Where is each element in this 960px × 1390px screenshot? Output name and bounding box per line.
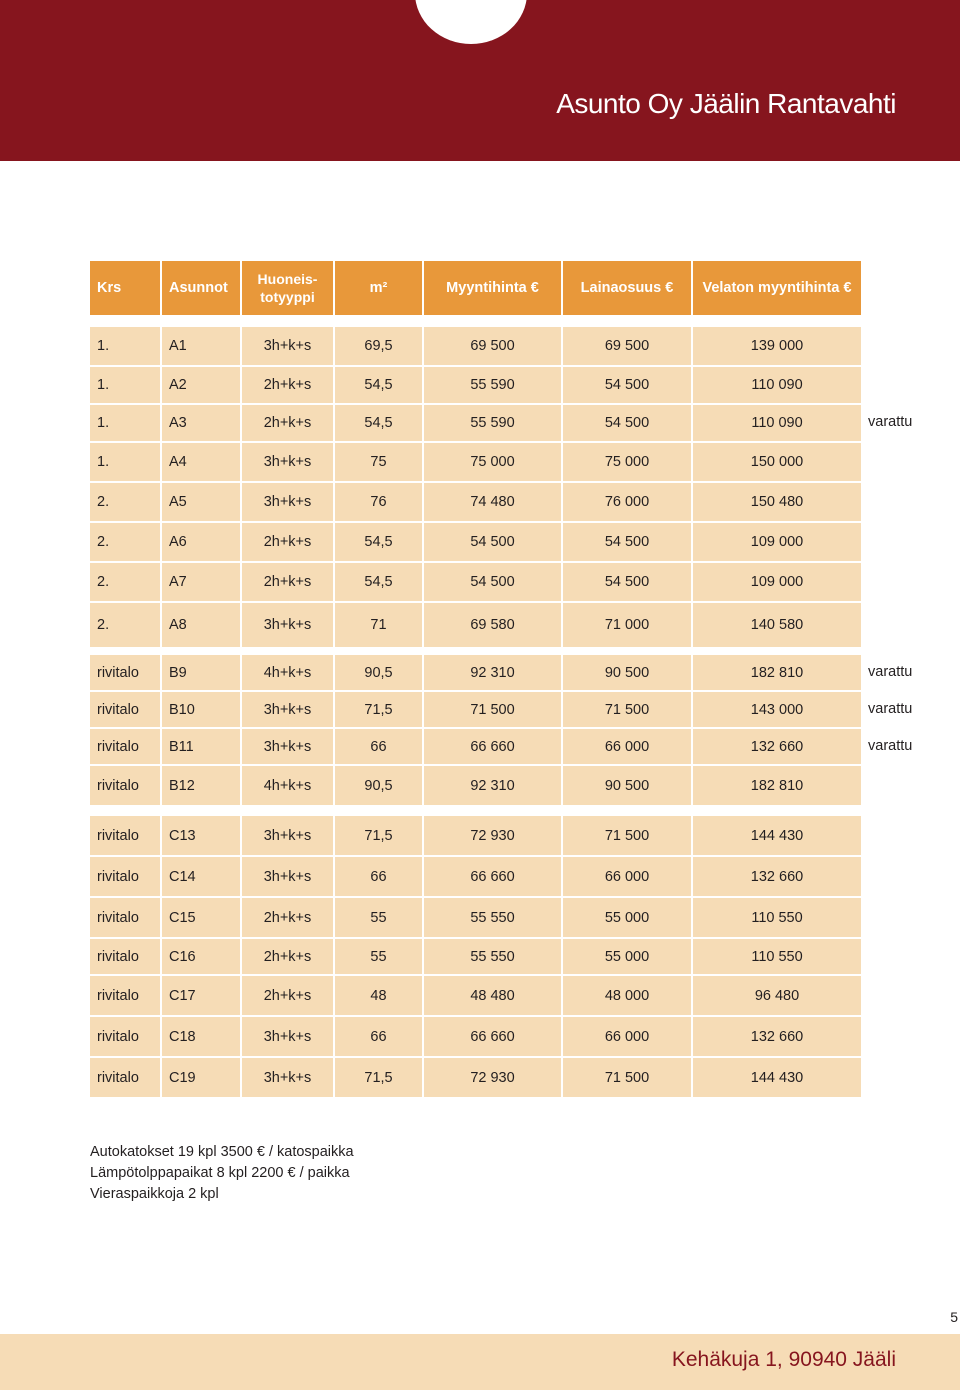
- cell-m2: 48: [335, 976, 422, 1015]
- cell-krs: rivitalo: [90, 1058, 160, 1097]
- cell-huoneistotyyppi: 3h+k+s: [242, 443, 333, 481]
- reserved-status: varattu: [868, 700, 913, 717]
- cell-myyntihinta: 72 930: [424, 816, 561, 855]
- column-header-krs: [90, 261, 160, 315]
- cell-m2: 54,5: [335, 367, 422, 403]
- cell-myyntihinta: 75 000: [424, 443, 561, 481]
- reserved-status: varattu: [868, 414, 913, 430]
- reserved-status: varattu: [868, 737, 913, 754]
- cell-velaton-myyntihinta: 110 090: [693, 367, 861, 403]
- document-title: Asunto Oy Jäälin Rantavahti: [556, 88, 896, 119]
- cell-m2: 71,5: [335, 816, 422, 855]
- cell-velaton-myyntihinta: 182 810: [693, 655, 861, 690]
- column-header-label: Lainaosuus €: [580, 280, 674, 296]
- cell-m2: 69,5: [335, 327, 422, 365]
- cell-lainaosuus: 54 500: [563, 563, 691, 601]
- cell-m2: 75: [335, 443, 422, 481]
- cell-velaton-myyntihinta: 140 580: [693, 603, 861, 647]
- cell-huoneistotyyppi: 3h+k+s: [242, 857, 333, 896]
- cell-huoneistotyyppi: 2h+k+s: [242, 405, 333, 441]
- cell-asunto: A3: [162, 405, 240, 441]
- cell-myyntihinta: 66 660: [424, 1017, 561, 1056]
- cell-myyntihinta: 55 590: [424, 405, 561, 441]
- cell-lainaosuus: 55 000: [563, 939, 691, 974]
- cell-lainaosuus: 69 500: [563, 327, 691, 365]
- cell-huoneistotyyppi: 4h+k+s: [242, 766, 333, 805]
- cell-huoneistotyyppi: 2h+k+s: [242, 939, 333, 974]
- cell-myyntihinta: 92 310: [424, 655, 561, 690]
- cell-krs: rivitalo: [90, 976, 160, 1015]
- cell-myyntihinta: 74 480: [424, 483, 561, 521]
- cell-velaton-myyntihinta: 109 000: [693, 523, 861, 561]
- cell-myyntihinta: 54 500: [424, 523, 561, 561]
- cell-lainaosuus: 54 500: [563, 523, 691, 561]
- cell-asunto: C15: [162, 898, 240, 937]
- cell-m2: 54,5: [335, 405, 422, 441]
- cell-krs: rivitalo: [90, 816, 160, 855]
- cell-myyntihinta: 55 550: [424, 898, 561, 937]
- cell-huoneistotyyppi: 3h+k+s: [242, 729, 333, 764]
- cell-myyntihinta: 48 480: [424, 976, 561, 1015]
- cell-lainaosuus: 54 500: [563, 367, 691, 403]
- column-header-label: m²: [369, 280, 388, 296]
- column-header-myyntihinta: [424, 261, 561, 315]
- cell-krs: 2.: [90, 523, 160, 561]
- cell-huoneistotyyppi: 3h+k+s: [242, 816, 333, 855]
- cell-myyntihinta: 55 550: [424, 939, 561, 974]
- cell-m2: 54,5: [335, 523, 422, 561]
- cell-asunto: A1: [162, 327, 240, 365]
- note-line: Autokatokset 19 kpl 3500 € / katospaikka: [90, 1144, 354, 1160]
- page-number: 5: [950, 1309, 958, 1325]
- cell-huoneistotyyppi: 2h+k+s: [242, 898, 333, 937]
- cell-lainaosuus: 90 500: [563, 766, 691, 805]
- cell-myyntihinta: 55 590: [424, 367, 561, 403]
- parking-notes: [90, 1142, 354, 1205]
- cell-asunto: B12: [162, 766, 240, 805]
- cell-asunto: A2: [162, 367, 240, 403]
- cell-huoneistotyyppi: 3h+k+s: [242, 692, 333, 727]
- cell-m2: 54,5: [335, 563, 422, 601]
- cell-myyntihinta: 66 660: [424, 857, 561, 896]
- column-header-velaton-myyntihinta: [693, 261, 861, 315]
- column-header-label: Krs: [97, 280, 122, 296]
- cell-asunto: A5: [162, 483, 240, 521]
- cell-krs: rivitalo: [90, 1017, 160, 1056]
- cell-asunto: A8: [162, 603, 240, 647]
- cell-velaton-myyntihinta: 150 000: [693, 443, 861, 481]
- cell-m2: 66: [335, 729, 422, 764]
- cell-myyntihinta: 66 660: [424, 729, 561, 764]
- cell-asunto: B11: [162, 729, 240, 764]
- column-header-label: Myyntihinta €: [446, 280, 539, 296]
- cell-asunto: B9: [162, 655, 240, 690]
- cell-velaton-myyntihinta: 132 660: [693, 729, 861, 764]
- column-header-lainaosuus: [563, 261, 691, 315]
- cell-asunto: C18: [162, 1017, 240, 1056]
- cell-velaton-myyntihinta: 150 480: [693, 483, 861, 521]
- cell-krs: 1.: [90, 405, 160, 441]
- cell-velaton-myyntihinta: 144 430: [693, 1058, 861, 1097]
- cell-krs: 2.: [90, 563, 160, 601]
- cell-asunto: A4: [162, 443, 240, 481]
- cell-krs: rivitalo: [90, 857, 160, 896]
- cell-krs: 2.: [90, 483, 160, 521]
- cell-krs: rivitalo: [90, 655, 160, 690]
- column-header-label: Huoneis- totyyppi: [257, 271, 318, 305]
- cell-m2: 90,5: [335, 655, 422, 690]
- cell-myyntihinta: 92 310: [424, 766, 561, 805]
- cell-asunto: C16: [162, 939, 240, 974]
- cell-lainaosuus: 71 500: [563, 1058, 691, 1097]
- cell-velaton-myyntihinta: 132 660: [693, 1017, 861, 1056]
- cell-asunto: A6: [162, 523, 240, 561]
- cell-m2: 66: [335, 857, 422, 896]
- cell-velaton-myyntihinta: 110 550: [693, 939, 861, 974]
- cell-m2: 71,5: [335, 1058, 422, 1097]
- cell-myyntihinta: 69 580: [424, 603, 561, 647]
- cell-asunto: C14: [162, 857, 240, 896]
- cell-huoneistotyyppi: 4h+k+s: [242, 655, 333, 690]
- cell-lainaosuus: 48 000: [563, 976, 691, 1015]
- cell-huoneistotyyppi: 2h+k+s: [242, 976, 333, 1015]
- cell-lainaosuus: 71 500: [563, 816, 691, 855]
- column-header-label: Asunnot: [169, 280, 228, 296]
- reserved-status: varattu: [868, 663, 913, 680]
- column-header-m2: [335, 261, 422, 315]
- cell-huoneistotyyppi: 3h+k+s: [242, 327, 333, 365]
- cell-velaton-myyntihinta: 143 000: [693, 692, 861, 727]
- cell-krs: 1.: [90, 443, 160, 481]
- cell-m2: 55: [335, 898, 422, 937]
- cell-huoneistotyyppi: 3h+k+s: [242, 1058, 333, 1097]
- cell-asunto: A7: [162, 563, 240, 601]
- note-line: Vieraspaikkoja 2 kpl: [90, 1186, 219, 1202]
- cell-asunto: C17: [162, 976, 240, 1015]
- cell-asunto: C13: [162, 816, 240, 855]
- cell-m2: 76: [335, 483, 422, 521]
- cell-krs: 1.: [90, 327, 160, 365]
- cell-lainaosuus: 66 000: [563, 1017, 691, 1056]
- cell-lainaosuus: 75 000: [563, 443, 691, 481]
- cell-asunto: B10: [162, 692, 240, 727]
- cell-velaton-myyntihinta: 96 480: [693, 976, 861, 1015]
- cell-huoneistotyyppi: 2h+k+s: [242, 563, 333, 601]
- cell-krs: rivitalo: [90, 692, 160, 727]
- cell-krs: rivitalo: [90, 729, 160, 764]
- cell-lainaosuus: 90 500: [563, 655, 691, 690]
- cell-lainaosuus: 71 500: [563, 692, 691, 727]
- cell-krs: rivitalo: [90, 898, 160, 937]
- cell-myyntihinta: 69 500: [424, 327, 561, 365]
- cell-myyntihinta: 71 500: [424, 692, 561, 727]
- cell-velaton-myyntihinta: 109 000: [693, 563, 861, 601]
- cell-m2: 71: [335, 603, 422, 647]
- cell-myyntihinta: 72 930: [424, 1058, 561, 1097]
- cell-huoneistotyyppi: 2h+k+s: [242, 523, 333, 561]
- cell-velaton-myyntihinta: 110 550: [693, 898, 861, 937]
- cell-huoneistotyyppi: 3h+k+s: [242, 483, 333, 521]
- cell-velaton-myyntihinta: 110 090: [693, 405, 861, 441]
- column-header-asunto: [162, 261, 240, 315]
- cell-m2: 66: [335, 1017, 422, 1056]
- cell-lainaosuus: 54 500: [563, 405, 691, 441]
- cell-lainaosuus: 66 000: [563, 857, 691, 896]
- cell-lainaosuus: 76 000: [563, 483, 691, 521]
- cell-lainaosuus: 71 000: [563, 603, 691, 647]
- cell-huoneistotyyppi: 3h+k+s: [242, 1017, 333, 1056]
- cell-huoneistotyyppi: 3h+k+s: [242, 603, 333, 647]
- cell-lainaosuus: 66 000: [563, 729, 691, 764]
- cell-velaton-myyntihinta: 182 810: [693, 766, 861, 805]
- cell-krs: rivitalo: [90, 939, 160, 974]
- footer-address: Kehäkuja 1, 90940 Jääli: [671, 1348, 896, 1371]
- cell-huoneistotyyppi: 2h+k+s: [242, 367, 333, 403]
- cell-krs: 2.: [90, 603, 160, 647]
- cell-m2: 90,5: [335, 766, 422, 805]
- cell-m2: 71,5: [335, 692, 422, 727]
- column-header-huoneistotyyppi: [242, 261, 333, 315]
- cell-velaton-myyntihinta: 144 430: [693, 816, 861, 855]
- cell-velaton-myyntihinta: 132 660: [693, 857, 861, 896]
- column-header-label: Velaton myyntihinta €: [702, 280, 852, 296]
- cell-krs: rivitalo: [90, 766, 160, 805]
- cell-m2: 55: [335, 939, 422, 974]
- cell-velaton-myyntihinta: 139 000: [693, 327, 861, 365]
- cell-krs: 1.: [90, 367, 160, 403]
- cell-lainaosuus: 55 000: [563, 898, 691, 937]
- cell-myyntihinta: 54 500: [424, 563, 561, 601]
- note-line: Lämpötolppapaikat 8 kpl 2200 € / paikka: [90, 1165, 350, 1181]
- cell-asunto: C19: [162, 1058, 240, 1097]
